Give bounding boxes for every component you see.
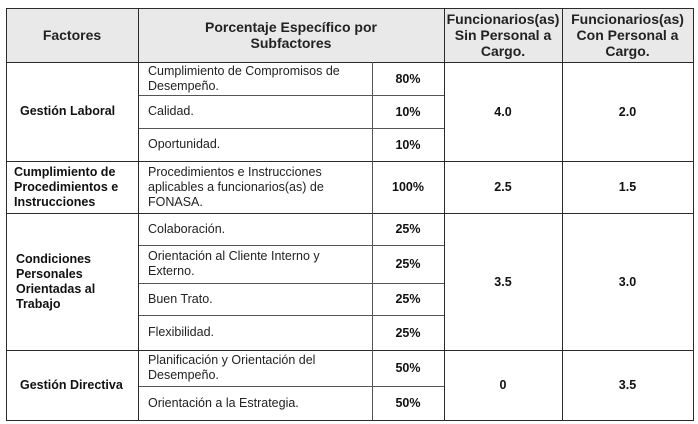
group-divider	[6, 161, 694, 162]
subfactor-label: Buen Trato.	[148, 291, 213, 306]
value-sin-personal: 4.0	[494, 104, 512, 119]
value-sin-personal: 3.5	[494, 274, 512, 289]
column-divider	[562, 8, 563, 420]
group-divider	[6, 213, 694, 214]
subfactor-percent: 100%	[392, 180, 424, 194]
subfactor-percent: 80%	[395, 71, 421, 86]
subfactor-percent: 25%	[395, 222, 421, 236]
subfactor-label: Planificación y Orientación del Desempeño.	[148, 353, 316, 382]
factor-gestion-directiva: Gestión Directiva	[20, 377, 123, 392]
subfactor-percent: 50%	[395, 361, 421, 375]
table-border-left	[6, 8, 7, 420]
column-divider	[372, 62, 373, 420]
subfactor-label: Calidad.	[148, 104, 194, 118]
subfactor-percent: 50%	[395, 396, 421, 410]
row-divider	[138, 128, 444, 129]
table-border-top	[6, 8, 694, 9]
subfactor-percent: 10%	[395, 104, 421, 119]
table-border-bottom	[6, 420, 694, 421]
subfactor-percent: 25%	[395, 292, 421, 306]
value-sin-personal: 0	[499, 378, 507, 392]
row-divider	[138, 245, 444, 246]
value-con-personal: 3.0	[618, 274, 637, 289]
subfactor-label: Colaboración.	[148, 221, 226, 236]
subfactor-label: Oportunidad.	[148, 137, 221, 151]
row-divider	[138, 315, 444, 316]
column-divider	[138, 8, 139, 420]
subfactor-label: Cumplimiento de Compromisos de Desempeño.	[148, 63, 340, 93]
subfactor-percent: 25%	[395, 257, 421, 271]
column-divider	[444, 8, 445, 420]
row-divider	[138, 95, 444, 96]
value-sin-personal: 2.5	[494, 180, 512, 194]
header-factores: Factores	[6, 8, 138, 62]
row-divider	[138, 386, 444, 387]
subfactor-percent: 25%	[395, 325, 421, 340]
row-divider	[138, 283, 444, 284]
factor-condiciones-personales: Condiciones Personales Orientadas al Trabajo	[16, 251, 96, 311]
subfactor-percent: 10%	[395, 137, 421, 152]
header-divider	[6, 62, 694, 63]
subfactor-label: Procedimientos e Instrucciones aplicables a funcionarios(as) de FONASA.	[148, 164, 324, 209]
header-sin-personal: Funcionarios(as) Sin Personal a Cargo.	[444, 8, 562, 62]
factor-cumplimiento-procedimientos: Cumplimiento de Procedimientos e Instrucciones	[14, 164, 119, 209]
header-porcentaje: Porcentaje Específico por Subfactores	[138, 8, 444, 62]
subfactor-label: Flexibilidad.	[148, 325, 215, 339]
factor-gestion-laboral: Gestión Laboral	[20, 104, 116, 118]
table-border-right	[693, 8, 694, 420]
value-con-personal: 1.5	[618, 180, 637, 194]
subfactor-label: Orientación al Cliente Interno y Externo.	[148, 249, 320, 278]
value-con-personal: 2.0	[618, 104, 637, 119]
header-con-personal: Funcionarios(as) Con Personal a Cargo.	[562, 8, 693, 62]
group-divider	[6, 350, 694, 351]
subfactor-label: Orientación a la Estrategia.	[148, 395, 299, 410]
value-con-personal: 3.5	[618, 378, 637, 392]
